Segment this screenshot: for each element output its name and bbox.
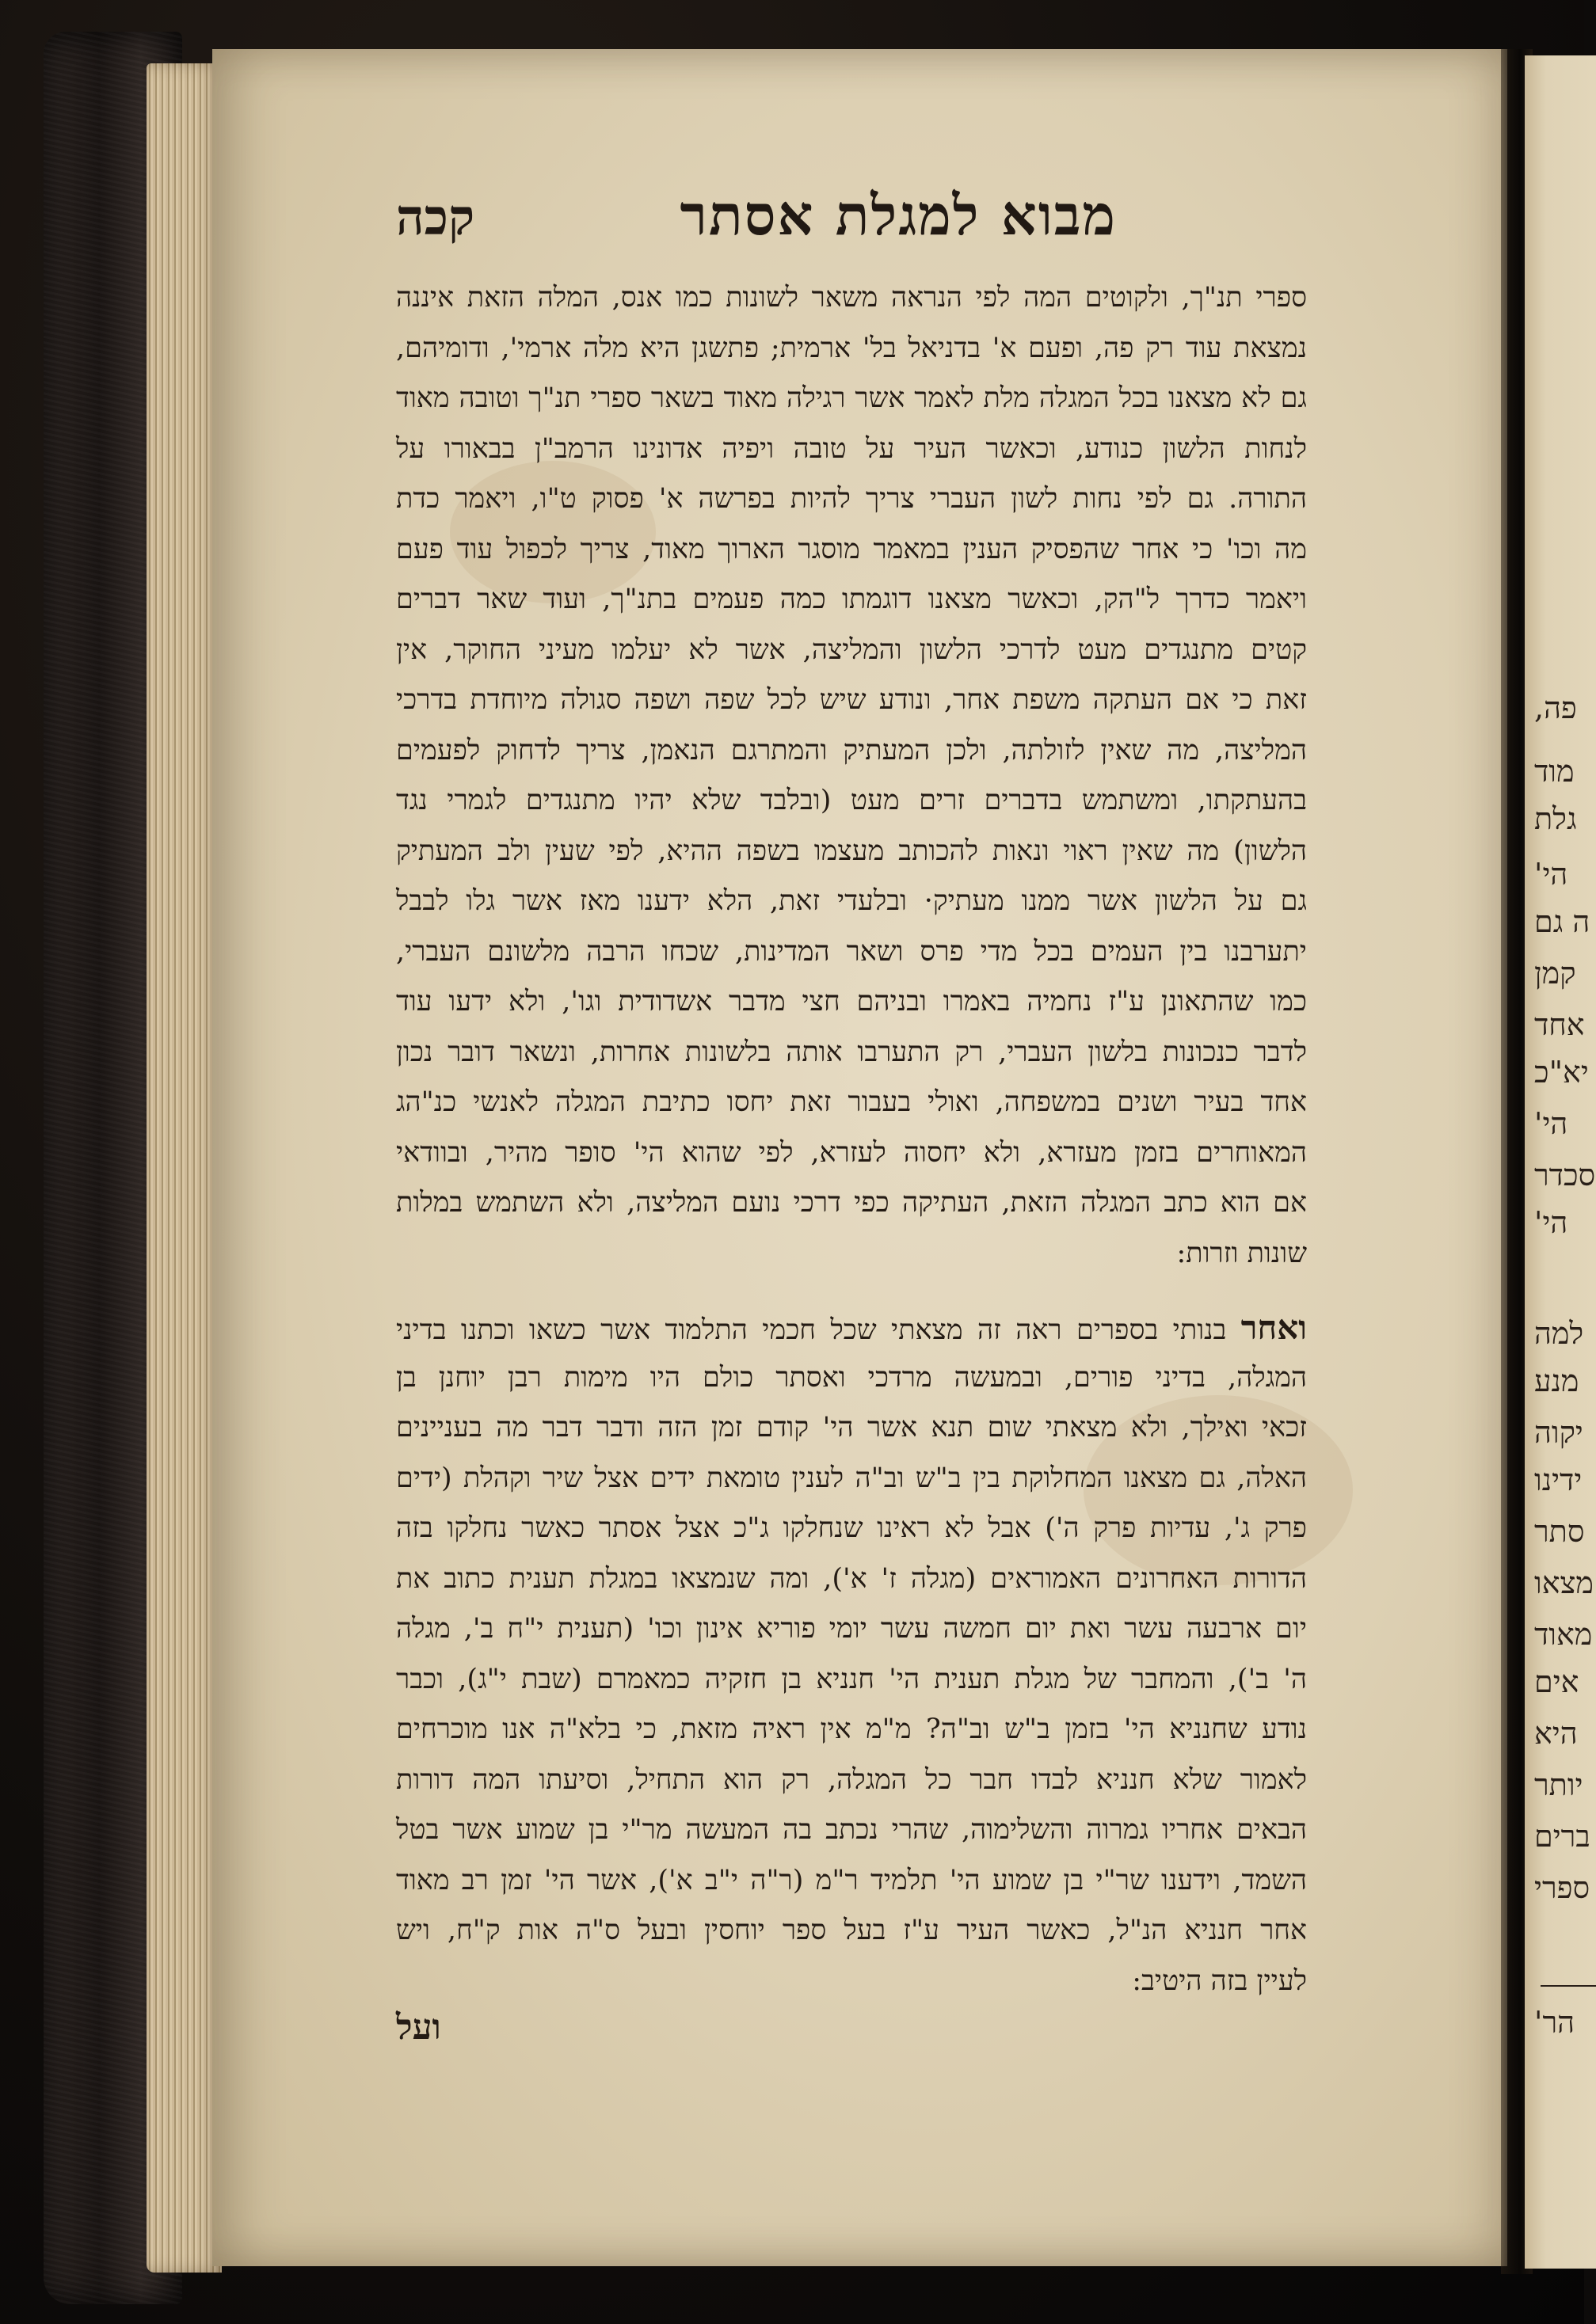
text-line: גם על הלשון אשר ממנו מעתיק· ובלעדי זאת, הלא ידענו מאז אשר גלו לבבל xyxy=(396,885,1307,917)
facing-line: מנע xyxy=(1534,1364,1579,1398)
text-line xyxy=(396,1303,1307,1353)
facing-line: ה גם xyxy=(1534,904,1590,939)
text-line: ספרי תנ"ך, ולקוטים המה לפי הנראה משאר לשונות כמו אנס, המלה הזאת איננה xyxy=(396,282,1307,314)
text-line: מה וכו' כי אחר שהפסיק הענין במאמר מוסגר הארוך מאוד, צריך לכפול עוד פעם xyxy=(396,533,1307,565)
text-line: השמד, וידענו שר"י בן שמוע הי' תלמיד ר"מ (ר"ה י"ב א'), אשר הי' זמן רב מאוד xyxy=(396,1864,1307,1896)
facing-line: סכדר xyxy=(1534,1158,1596,1192)
text-line: הדורות האחרונים האמוראים (מגלה ז' א'), ומה שנמצאו במגלת תענית כתוב את xyxy=(396,1562,1307,1595)
catchword: ועל xyxy=(396,2007,441,2048)
facing-line: יותר xyxy=(1534,1767,1583,1802)
facing-line: מוד xyxy=(1534,754,1575,789)
facing-line: הי' xyxy=(1534,857,1568,892)
text-line: גם לא מצאנו בכל המגלה מלת לאמר אשר רגילה מאוד בשאר ספרי תנ"ך וטובה מאוד xyxy=(396,382,1307,414)
text-line: זכאי ואילך, ולא מצאתי שום תנא אשר הי' קודם זמן הזה ודבר דבר מה בעניינים xyxy=(396,1412,1307,1443)
text-line: לאמור שלא חנניא לבדו חבר כל המגלה, רק הוא התחיל, וסיעתו המה דורות xyxy=(396,1763,1307,1796)
text-line: ה' ב'), והמחבר של מגלת תענית הי' חנניא בן חזקיה כמאמרם (שבת י"ג), וכבר xyxy=(396,1663,1307,1695)
text-line: יתערבנו בין העמים בכל מדי פרס ושאר המדינות, שכחו הרבה מלשונם העברי, xyxy=(396,935,1307,968)
facing-line: הר' xyxy=(1534,2005,1575,2040)
facing-page-fragment xyxy=(1525,55,1596,2269)
text-line: אחד בעיר ושנים במשפחה, ואולי בעבור זאת יחסו כתיבת המגלה לאנשי כנ"הג xyxy=(396,1086,1307,1118)
facing-line: יקוה xyxy=(1534,1415,1583,1450)
text-line: התורה. גם לפי נחות לשון העברי צריך להיות בפרשה א' פסוק ט"ו, ויאמר כדת xyxy=(396,483,1307,515)
facing-line: קמן xyxy=(1534,956,1576,991)
paragraph-lead-word: ואחר xyxy=(1240,1308,1307,1347)
text-line-rest: בנותי בספרים ראה זה מצאתי שכל חכמי התלמוד אשר כשאו וכתנו בדיני xyxy=(396,1314,1227,1346)
facing-line: הי' xyxy=(1534,1205,1568,1240)
facing-line: הי' xyxy=(1534,1106,1568,1141)
facing-line: פה, xyxy=(1534,690,1577,725)
text-line: בהעתקתו, ומשתמש בדברים זרים מעט (ובלבד שלא יהיו מתנגדים לגמרי נגד xyxy=(396,785,1307,816)
facing-line: גלת xyxy=(1534,801,1577,836)
paragraph-gap xyxy=(396,1279,1307,1303)
facing-line: מצאו xyxy=(1534,1565,1594,1600)
text-line: זאת כי אם העתקה משפת אחר, ונודע שיש לכל שפה ושפה סגולה מיוחדת בדרכי xyxy=(396,684,1307,716)
text-line: המאוחרים בזמן מעזרא, ולא יחסוה לעזרא, לפי שהוא הי' סופר מהיר, ובוודאי xyxy=(396,1136,1307,1169)
text-line: לנחות הלשון כנודע, וכאשר העיר על טובה ויפיה אדונינו הרמב"ן בבאורו על xyxy=(396,432,1307,465)
text-line: נמצאת עוד רק פה, ופעם א' בדניאל בל' ארמית; פתשגן היא מלה ארמי', ודומיהם, xyxy=(396,332,1307,364)
facing-line: ידינו xyxy=(1534,1462,1583,1497)
facing-line: יא"כ xyxy=(1534,1055,1589,1090)
facing-line: סתר xyxy=(1534,1514,1585,1549)
text-line: לדבר כנכונות בלשון העברי, רק התערבו אותה בלשונות אחרות, ונשאר דובר נכון xyxy=(396,1036,1307,1068)
text-line: המגלה, בדיני פורים, ובמעשה מרדכי ואסתר כולם היו מימות רבן יוחנן בן xyxy=(396,1361,1307,1394)
main-text-block xyxy=(396,273,1307,2006)
facing-line: ספרי xyxy=(1534,1870,1590,1905)
page-title: מבוא למגלת אסתר xyxy=(680,182,1117,248)
text-line: המליצה, מה שאין לזולתה, ולכן המעתיק והמתרגם הנאמן, צריך לדחוק לפעמים xyxy=(396,734,1307,766)
text-line: נודע שחנניא הי' בזמן ב"ש וב"ה? מ"מ אין ראיה מזאת, כי בלא"ה אנו מוכרחים xyxy=(396,1714,1307,1745)
text-line: אחר חנניא הנ"ל, כאשר העיר ע"ז בעל ספר יוחסין ובעל ס"ה אות ק"ח, ויש xyxy=(396,1915,1307,1946)
text-line: לעיין בזה היטיב: xyxy=(1132,1965,1307,1997)
text-line: יום ארבעה עשר ואת יום חמשה עשר יומי פוריא אינון וכו' (תענית י"ח ב', מגלה xyxy=(396,1613,1307,1645)
facing-line: ברים xyxy=(1534,1819,1590,1854)
facing-line: אחד xyxy=(1534,1007,1585,1042)
text-line: אם הוא כתב המגלה הזאת, העתיקה כפי דרכי נועם המליצה, ולא השתמש במלות xyxy=(396,1187,1307,1219)
facing-footnote-rule xyxy=(1541,1985,1596,1987)
running-header xyxy=(396,182,1307,269)
facing-line: היא xyxy=(1534,1716,1578,1751)
text-line: הבאים אחריו גמרוה והשלימוה, שהרי נכתב בה המעשה מר"י בן שמוע אשר בטל xyxy=(396,1814,1307,1846)
page-number: קכה xyxy=(396,188,475,246)
text-line: כמו שהתאונן ע"ז נחמיה באמרו ובניהם חצי מדבר אשדודית וגו', ולא ידעו עוד xyxy=(396,986,1307,1017)
text-line: הלשון) מה שאין ראוי ונאות להכותב מעצמו בשפה ההיא, לפי שעין ולב המעתיק xyxy=(396,835,1307,867)
text-line: האלה, גם מצאנו המחלוקת בין ב"ש וב"ה לענין טומאת ידים אצל שיר וקהלת (ידים xyxy=(396,1462,1307,1494)
facing-line: למה xyxy=(1534,1316,1584,1351)
text-line: שונות וזרות: xyxy=(1176,1237,1307,1269)
facing-line: אים xyxy=(1534,1664,1579,1699)
text-line: ויאמר כדרך ל"הק, וכאשר מצאנו דוגמתו כמה פעמים בתנ"ך, ועוד שאר דברים xyxy=(396,584,1307,615)
page-edges xyxy=(147,63,222,2273)
text-line: קטים מתנגדים מעט לדרכי הלשון והמליצה, אשר לא יעלמו מעיני החוקר, אין xyxy=(396,633,1307,666)
facing-line: מאוד xyxy=(1534,1617,1593,1652)
text-line: פרק ג', עדיות פרק ה') אבל לא ראינו שנחלקו ג"כ אצל אסתר כאשר נחלקו בזה xyxy=(396,1512,1307,1544)
